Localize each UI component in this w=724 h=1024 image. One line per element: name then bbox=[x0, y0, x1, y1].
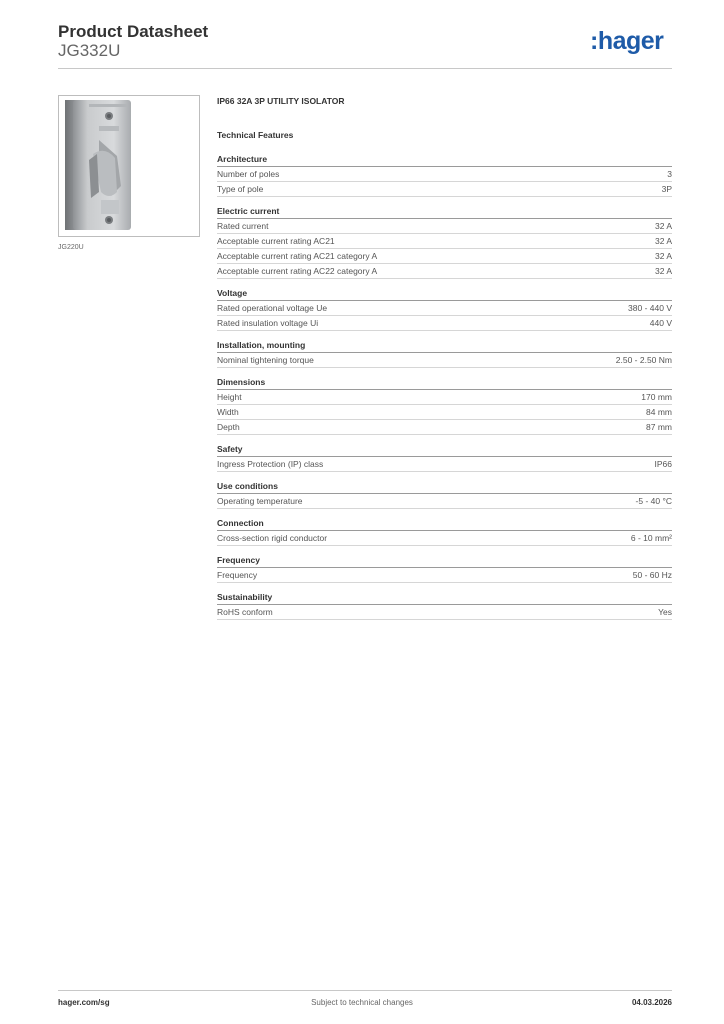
footer-date: 04.03.2026 bbox=[631, 998, 672, 1007]
spec-value: 170 mm bbox=[641, 392, 672, 402]
spec-row bbox=[217, 316, 672, 331]
product-name: IP66 32A 3P UTILITY ISOLATOR bbox=[217, 96, 345, 106]
section-title: Electric current bbox=[217, 205, 672, 219]
isolator-illustration bbox=[59, 96, 199, 236]
section-title: Use conditions bbox=[217, 480, 672, 494]
spec-row bbox=[217, 531, 672, 546]
spec-row bbox=[217, 301, 672, 316]
spec-row bbox=[217, 568, 672, 583]
spec-label: Depth bbox=[217, 422, 240, 432]
spec-row bbox=[217, 234, 672, 249]
hager-logo bbox=[590, 27, 672, 57]
spec-section bbox=[217, 205, 672, 279]
spec-section bbox=[217, 443, 672, 472]
spec-label: Acceptable current rating AC22 category A bbox=[217, 266, 378, 276]
spec-label: Operating temperature bbox=[217, 496, 303, 506]
spec-row bbox=[217, 420, 672, 435]
spec-value: 6 - 10 mm² bbox=[630, 533, 672, 543]
section-title: Safety bbox=[217, 443, 672, 457]
spec-row bbox=[217, 219, 672, 234]
spec-row bbox=[217, 264, 672, 279]
spec-section bbox=[217, 287, 672, 331]
spec-value: 3 bbox=[667, 169, 672, 179]
spec-label: Rated current bbox=[217, 221, 269, 231]
spec-label: Rated insulation voltage Ui bbox=[217, 318, 319, 328]
section-title: Dimensions bbox=[217, 376, 672, 390]
footer-notice: Subject to technical changes bbox=[311, 998, 413, 1007]
spec-section bbox=[217, 153, 672, 197]
spec-row bbox=[217, 182, 672, 197]
spec-value: Yes bbox=[658, 607, 672, 617]
spec-label: Acceptable current rating AC21 category A bbox=[217, 251, 378, 261]
technical-features-heading: Technical Features bbox=[217, 130, 294, 140]
spec-row bbox=[217, 249, 672, 264]
spec-section bbox=[217, 591, 672, 620]
spec-label: Cross-section rigid conductor bbox=[217, 533, 328, 543]
spec-value: 2.50 - 2.50 Nm bbox=[615, 355, 672, 365]
spec-label: Frequency bbox=[217, 570, 258, 580]
product-code: JG332U bbox=[58, 41, 121, 60]
spec-value: 50 - 60 Hz bbox=[632, 570, 672, 580]
spec-label: Width bbox=[217, 407, 239, 417]
spec-label: Nominal tightening torque bbox=[217, 355, 314, 365]
spec-row bbox=[217, 457, 672, 472]
spec-section bbox=[217, 554, 672, 583]
section-title: Connection bbox=[217, 517, 672, 531]
section-title: Architecture bbox=[217, 153, 672, 167]
spec-value: 32 A bbox=[654, 251, 672, 261]
spec-value: 32 A bbox=[654, 236, 672, 246]
spec-label: Rated operational voltage Ue bbox=[217, 303, 328, 313]
spec-section bbox=[217, 480, 672, 509]
spec-value: 3P bbox=[661, 184, 672, 194]
spec-value: 32 A bbox=[654, 266, 672, 276]
document-title: Product Datasheet bbox=[58, 22, 209, 41]
spec-row bbox=[217, 390, 672, 405]
spec-label: Ingress Protection (IP) class bbox=[217, 459, 324, 469]
spec-value: 440 V bbox=[649, 318, 672, 328]
header-divider bbox=[58, 68, 672, 69]
section-title: Voltage bbox=[217, 287, 672, 301]
spec-row bbox=[217, 605, 672, 620]
spec-row bbox=[217, 353, 672, 368]
product-image bbox=[58, 95, 200, 237]
spec-section bbox=[217, 339, 672, 368]
section-title: Installation, mounting bbox=[217, 339, 672, 353]
spec-label: Number of poles bbox=[217, 169, 280, 179]
logo-text: :hager bbox=[590, 27, 664, 55]
spec-label: RoHS conform bbox=[217, 607, 273, 617]
spec-row bbox=[217, 167, 672, 182]
spec-value: 84 mm bbox=[646, 407, 672, 417]
spec-section bbox=[217, 376, 672, 435]
spec-label: Acceptable current rating AC21 bbox=[217, 236, 335, 246]
footer-website[interactable]: hager.com/sg bbox=[58, 998, 110, 1007]
spec-content bbox=[217, 95, 672, 620]
spec-value: -5 - 40 °C bbox=[635, 496, 672, 506]
section-title: Sustainability bbox=[217, 591, 672, 605]
spec-value: IP66 bbox=[654, 459, 672, 469]
spec-label: Height bbox=[217, 392, 242, 402]
footer-divider bbox=[58, 990, 672, 991]
spec-sections bbox=[217, 153, 672, 620]
spec-value: 32 A bbox=[654, 221, 672, 231]
spec-row bbox=[217, 405, 672, 420]
spec-section bbox=[217, 517, 672, 546]
spec-label: Type of pole bbox=[217, 184, 264, 194]
spec-row bbox=[217, 494, 672, 509]
image-caption: JG220U bbox=[58, 244, 84, 251]
document-header bbox=[58, 22, 208, 60]
section-title: Frequency bbox=[217, 554, 672, 568]
spec-value: 87 mm bbox=[646, 422, 672, 432]
spec-value: 380 - 440 V bbox=[628, 303, 672, 313]
